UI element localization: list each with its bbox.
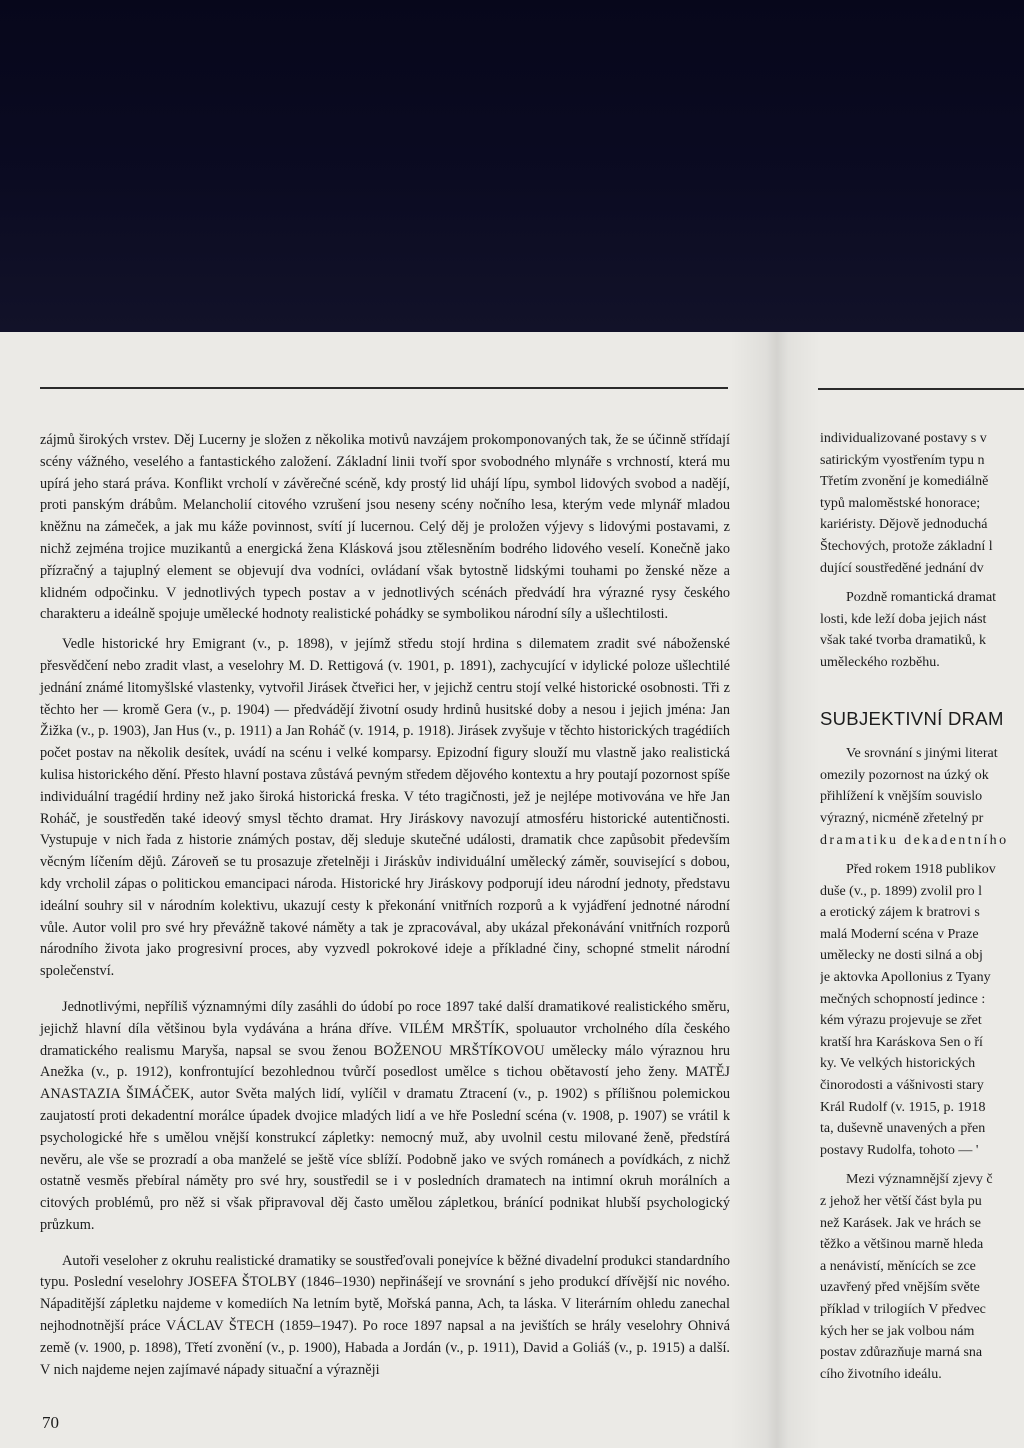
text-line: kratší hra Karáskova Sen o ří — [820, 1034, 983, 1050]
text-line: duše (v., p. 1899) zvolil pro l — [820, 883, 983, 899]
right-block-a — [820, 428, 1024, 579]
text-line: je aktovka Apollonius z Tyany — [820, 970, 991, 986]
text-line: než Karásek. Jak ve hrách se — [820, 1215, 981, 1231]
text-line: uměleckého rozběhu. — [820, 654, 940, 670]
right-block-e — [820, 1169, 1024, 1385]
text-line: Pozdně romantická dramat — [846, 590, 997, 606]
text-line: uzavřený před vnějším světe — [820, 1280, 980, 1296]
text-line: ta, duševně unavených a přen — [820, 1121, 986, 1137]
text-line: satirickým vyostřením typu n — [820, 452, 985, 468]
text-line: výrazný, nicméně zřetelný pr — [820, 810, 984, 826]
text-line: malá Moderní scéna v Praze — [820, 926, 979, 942]
text-line: ky. Ve velkých historických — [820, 1056, 976, 1072]
text-line: těžko a většinou marně hleda — [820, 1237, 984, 1253]
text-line: postavy Rudolfa, tohoto — ' — [820, 1142, 979, 1158]
text-line: cího životního ideálu. — [820, 1366, 942, 1382]
text-line: přihlížení k vnějším souvislo — [820, 789, 983, 805]
page-number: 70 — [42, 1413, 59, 1432]
text-line: činorodosti a vášnivosti stary — [820, 1078, 984, 1094]
text-line: z jehož her větší část byla pu — [820, 1194, 982, 1209]
text-line: individualizované postavy s v — [820, 431, 987, 446]
text-line: losti, kde leží doba jejich nást — [820, 611, 987, 627]
section-heading: SUBJEKTIVNÍ DRAM — [820, 707, 1004, 729]
text-line: umělecky ne dosti silná a obj — [820, 948, 983, 964]
text-line: Třetím zvonění je komediálně — [820, 474, 989, 490]
text-line: a nenávistí, měnících se zce — [820, 1258, 976, 1274]
text-line: Ve srovnání s jinými literat — [846, 746, 998, 762]
left-page-text — [40, 430, 730, 1381]
text-line: a erotický zájem k bratrovi s — [820, 905, 980, 921]
right-page-text — [820, 428, 1024, 1448]
text-line: příklad v trilogiích V předvec — [820, 1301, 986, 1317]
paragraph-1: zájmů širokých vrstev. Děj Lucerny je složen z několika motivů navzájem prokomponovaných tak, že se účinně střídají scény vážného, veselého a fantastického založení. Základní linii tvoří spor svobodného mlynáře s vrchností, která mu upírá jeho stará práva. Konflikt vrcholí v závěrečné scéně, kdy prostý lid uhájí lípu, symbol lidových svobod a nadějí, proti panským drábům. Melancholií citového vzrušení jsou neseny scény nočního lesa, kterým vede mlynář mladou kněžnu na zámeček, a jak mu káže povinnost, svítí jí lucernou. Celý děj je proložen výjevy s lidovými postavami, z nichž zejména trojice muzikantů a energická žena Klásková jsou ztělesněním bodrého lidového veselí. Konečně jako přízračný a tajuplný element se objevují dva vodníci, ovládaní však bytostně lidskými touhami po ženské něze a klidném odpočinku. V jednotlivých typech postav a v jednotlivých scénách předvádí hra výrazné rysy českého charakteru a ideálně spojuje umělecké hodnoty realistické pohádky se symbolikou národní síly a ušlechtilosti. — [40, 432, 730, 623]
text-line: mečných schopností jedince : — [820, 991, 986, 1007]
text-line: Před rokem 1918 publikov — [846, 862, 996, 878]
left-page-top-rule — [40, 387, 728, 389]
right-block-b — [820, 587, 1024, 673]
text-line: omezily pozornost na úzký ok — [820, 767, 989, 783]
paragraph-2: Vedle historické hry Emigrant (v., p. 1898), v jejímž středu stojí hrdina s dilematem zradit své náboženské přesvědčení nebo zradit vlast, a veselohry M. D. Rettigová (v. 1901, p. 1891), zachycující v idylické poloze ušlechtilé jednání známé litomyšlské vlastenky, vytvořil Jirásek čtveřici her, v jejichž centru stojí velké historické osobnosti. Tři z těchto her — kromě Gera (v., p. 1904) — předvádějí životní osudy hrdinů husitské doby a nesou i jejich jména: Jan Žižka (v., p. 1903), Jan Hus (v., p. 1911) a Jan Roháč (v. 1914, p. 1918). Jirásek zvyšuje v těchto historických tragédiích počet postav na několik desítek, uvádí na scénu i velké komparsy. Epizodní figury slouží mu vlastně jako realistická kulisa historického dění. Přesto hlavní postava zůstává pevným středem dějového kontextu a hry poutají pozornost spíše individuální tragédií hrdiny než jako široká historická freska. V této tragičnosti, jež je nejlépe motivována ve hře Jan Roháč, je soustředěn také ideový smysl těchto dramat. Hry Jiráskovy navozují atmosféru historické autentičnosti. Vystupuje v nich řada z historie známých postav, děj sleduje skutečné události, dramatik chce zapůsobit především věcným líčením dějů. Zároveň se tu prosazuje zřetelněji i Jiráskův individuální umělecký záměr, související s dobou, kdy vrcholil zápas o politickou emancipaci národa. Historické hry Jiráskovy podporují ideu národní jednoty, představu ideální souhry sil v národním kolektivu, ukazují cesty k překonání vnitřních rozporů a k vyjádření jednotné národní vůle. Autor volil pro své hry převážně takové náměty a tak je zpracovával, aby ukázal překonávání vnitřních rozporů národního života jako progresivní proces, aby vyzvedl pokrokové ideje a příkladné činy, schopné stmelit národní společenství. — [40, 636, 730, 980]
paragraph-3: Jednotlivými, nepříliš významnými díly zasáhli do údobí po roce 1897 také další dramatikové realistického směru, jejichž hlavní díla většinou byla vydávána a hrána dříve. VILÉM MRŠTÍK, spoluautor vrcholného díla českého dramatického realismu Maryša, napsal se svou ženou BOŽENOU MRŠTÍKOVOU umělecky málo výraznou hru Anežka (v., p. 1912), konfrontující bezohlednou tvůrčí posedlost umělce s tichou obětavostí jeho ženy. MATĚJ ANASTAZIA ŠIMÁČEK, autor Světa malých lidí, vylíčil v dramatu Ztracení (v., p. 1902) s přílišnou polemickou zaujatostí proti dekadentní morálce úpadek dvojice mladých lidí a ve hře Poslední scéna (v. 1908, p. 1907) se vrátil k psychologické hře s umělou vnější konstrukcí zápletky: nemocný muž, aby uvolnil cestu milované ženě, předstírá nevěru, ale vše se prozradí a oba manželé se ještě více sblíží. Podobně jako ve svých románech a povídkách, z nichž ostatně vesměs přebíral náměty pro své hry, soustředil se i v posledních dramatech na intimní okruh morálních a citových problémů, pro něž si však připravoval děj často umělou zápletkou, bránící podnikat hlubší psychologický průzkum. — [40, 998, 730, 1233]
text-line: dující soustředěné jednání dv — [820, 560, 984, 576]
text-line: dramatiku dekadentního — [820, 832, 1009, 848]
right-block-c — [820, 743, 1024, 851]
book-spine-shadow — [730, 332, 820, 1448]
text-line: postav zdůrazňuje marná sna — [820, 1345, 983, 1361]
text-line: Král Rudolf (v. 1915, p. 1918 — [820, 1099, 986, 1115]
dark-background-band — [0, 0, 1024, 332]
text-line: typů maloměstské honorace; — [820, 495, 981, 511]
text-line: kém výrazu projevuje se zřet — [820, 1013, 982, 1029]
right-page-top-rule — [818, 388, 1024, 390]
paragraph-4: Autoři veseloher z okruhu realistické dramatiky se soustřeďovali ponejvíce k běžné divadelní produkci standardního typu. Poslední veselohry JOSEFA ŠTOLBY (1846–1930) nepřinášejí ve srovnání s jeho produkcí dřívější nic nového. Nápaditější zápletku najdeme v komediích Na letním bytě, Mořská panna, Ach, ta láska. V literárním ohledu zanechal nejhodnotnější práce VÁCLAV ŠTECH (1859–1947). Po roce 1897 napsal a na jevištích se hrály veselohry Ohnivá země (v. 1900, p. 1898), Třetí zvonění (v., p. 1900), Habada a Jordán (v., p. 1911), David a Goliáš (v., p. 1915) a další. V nich najdeme nejen zajímavé nápady situační a výrazněji — [40, 1252, 730, 1378]
text-line: kariéristy. Dějově jednoduchá — [820, 517, 988, 533]
text-line: kých her se jak volbou nám — [820, 1323, 975, 1339]
right-block-d — [820, 859, 1024, 1161]
text-line: Mezi významnější zjevy č — [846, 1172, 993, 1188]
text-line: Štechových, protože základní l — [820, 538, 993, 554]
text-line: však také tvorba dramatiků, k — [820, 633, 987, 649]
